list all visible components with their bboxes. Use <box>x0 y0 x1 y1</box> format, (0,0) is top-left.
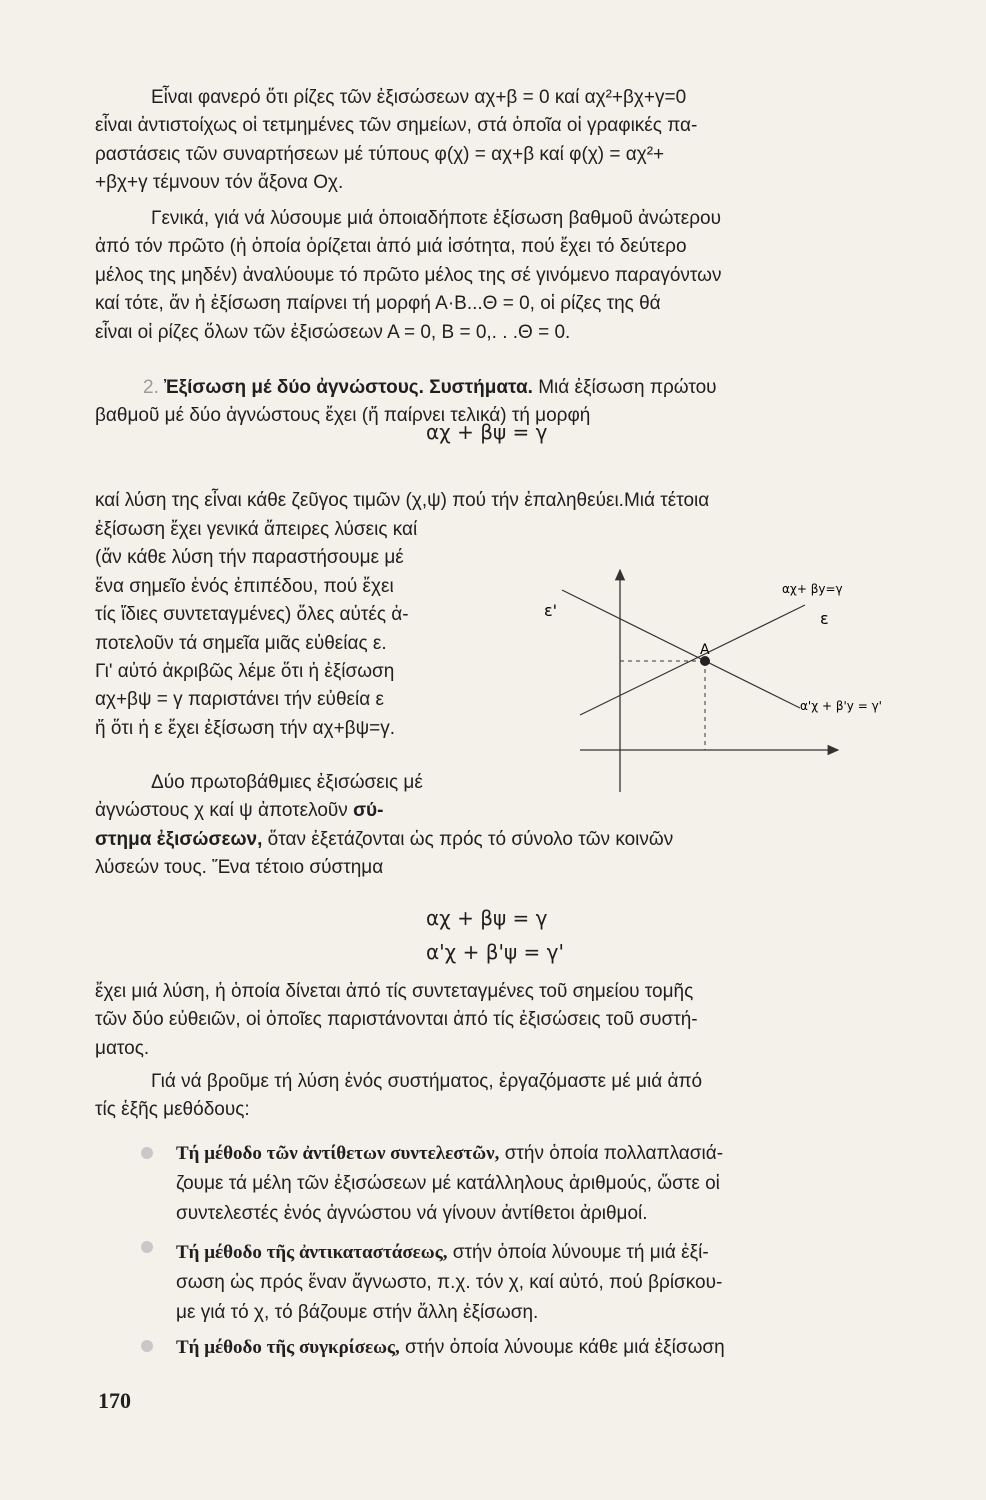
bullet-icon <box>141 1241 153 1253</box>
paragraph-methods-intro: Γιά νά βροῦμε τή λύση ἑνός συστήματος, ἐργαζόμαστε μέ μιά ἀπό τίς ἑξῆς μεθόδους: <box>95 1071 703 1121</box>
system-equation-2: α'χ + β'ψ = γ' <box>426 940 564 964</box>
point-a-label: Α <box>700 642 710 658</box>
method-opposite-coefficients: Τή μέθοδο τῶν ἀντίθετων συντελεστῶν, στήν ὁποία πολλαπλασιά- ζουμε τά μέλη τῶν ἐξισώσεων μέ κατάλληλους ἀριθμούς, ὥστε οἱ συντελεστές ἑνός ἀγνώστου νά γίνουν ἀντίθετοι ἀριθμοί. <box>176 1143 724 1224</box>
paragraph-solution-definition: καί λύση της εἶναι κάθε ζεῦγος τιμῶν (χ,ψ) πού τήν ἐπαληθεύει.Μιά τέτοια <box>95 490 710 511</box>
section-heading-paragraph: 2. Ἐξίσωση μέ δύο ἀγνώστους. Συστήματα. Μιά ἐξίσωση πρώτου βαθμοῦ μέ δύο ἀγνώστους ἔχει (ἤ παίρνει τελικά) τή μορφή <box>95 377 717 427</box>
method-comparison: Τή μέθοδο τῆς συγκρίσεως, στήν ὁποία λύνουμε κάθε μιά ἐξίσωση <box>176 1337 725 1358</box>
line-epsilon <box>580 605 805 715</box>
section-title: Ἐξίσωση μέ δύο ἀγνώστους. Συστήματα. <box>164 377 533 398</box>
bullet-icon <box>141 1340 153 1352</box>
label-epsilon-prime: ε' <box>544 601 558 620</box>
term-system-of-equations: στημα ἐξισώσεων, <box>95 829 263 850</box>
intersecting-lines-figure <box>520 560 920 800</box>
bullet-icon <box>141 1147 153 1159</box>
method-substitution: Τή μέθοδο τῆς ἀντικαταστάσεως, στήν ὁποία λύνουμε τή μιά ἐξί- σωση ὡς πρός ἕναν ἄγνωστο, π.χ. τόν χ, καί αὐτό, πού βρίσκου- με γιά τό χ, τό βάζουμε στήν ἄλλη ἐξίσωση. <box>176 1242 723 1323</box>
equation-linear-two-unknowns: αχ + βψ = γ <box>426 420 548 444</box>
paragraph-system-solution: ἔχει μιά λύση, ἡ ὁποία δίνεται ἀπό τίς συντεταγμένες τοῦ σημείου τομῆς τῶν δύο εὐθειῶν, οἱ ὁποῖες παριστάνονται ἀπό τίς ἐξισώσεις τοῦ συστή- ματος. <box>95 981 698 1059</box>
page-number: 170 <box>98 1388 131 1413</box>
label-epsilon: ε <box>820 609 829 628</box>
paragraph-system-definition: Δύο πρωτοβάθμιες ἐξισώσεις μέ ἀγνώστους χ καί ψ ἀποτελοῦν σύ- <box>95 772 423 822</box>
label-line-2: α'χ + β'y = γ' <box>800 699 882 713</box>
label-line-1: αχ+ βy=γ <box>782 582 843 596</box>
system-equation-1: αχ + βψ = γ <box>426 906 548 930</box>
paragraph-system-continued: στημα ἐξισώσεων, ὅταν ἐξετάζονται ὡς πρός τό σύνολο τῶν κοινῶν λύσεών τους. Ἕνα τέτοιο σύστημα <box>95 829 674 879</box>
paragraph-line-representation: ἐξίσωση ἔχει γενικά ἄπειρες λύσεις καί (ἄν κάθε λύση τήν παραστήσουμε μέ ἕνα σημεῖο ἑνός ἐπιπέδου, πού ἔχει τίς ἴδιες συντεταγμένες) ὅλες αὐτές ἀ- ποτελοῦν τά σημεῖα μιᾶς εὐθείας ε. Γι' αὐτό ἀκριβῶς λέμε ὅτι ἡ ἐξίσωση αχ+βψ = γ παριστάνει τήν εὐθεία ε ἤ ὅτι ἡ ε ἔχει ἐξίσωση τήν αχ+βψ=γ. <box>95 519 418 739</box>
paragraph-roots-intro: Εἶναι φανερό ὅτι ρίζες τῶν ἐξισώσεων αχ+β = 0 καί αχ²+βχ+γ=0 εἶναι ἀντιστοίχως οἱ τετμημένες τῶν σημείων, στά ὁποῖα οἱ γραφικές πα- ραστάσεις τῶν συναρτήσεων μέ τύπους φ(χ) = αχ+β καί φ(χ) = αχ²+ +βχ+γ τέμνουν τόν ἄξονα Οχ. <box>95 87 698 194</box>
line-epsilon-prime <box>562 590 800 708</box>
section-number: 2. <box>143 377 159 398</box>
paragraph-higher-degree: Γενικά, γιά νά λύσουμε μιά ὁποιαδήποτε ἐξίσωση βαθμοῦ ἀνώτερου ἀπό τόν πρῶτο (ἡ ὁποία ὁρίζεται ἀπό μιά ἰσότητα, πού ἔχει τό δεύτερο μέλος της μηδέν) ἀναλύουμε τό πρῶτο μέλος της σέ γινόμενο παραγόντων καί τότε, ἄν ἡ ἐξίσωση παίρνει τή μορφή Α·Β...Θ = 0, οἱ ρίζες της θά εἶναι οἱ ρίζες ὅλων τῶν ἐξισώσεων Α = 0, Β = 0,. . .Θ = 0. <box>95 208 722 343</box>
